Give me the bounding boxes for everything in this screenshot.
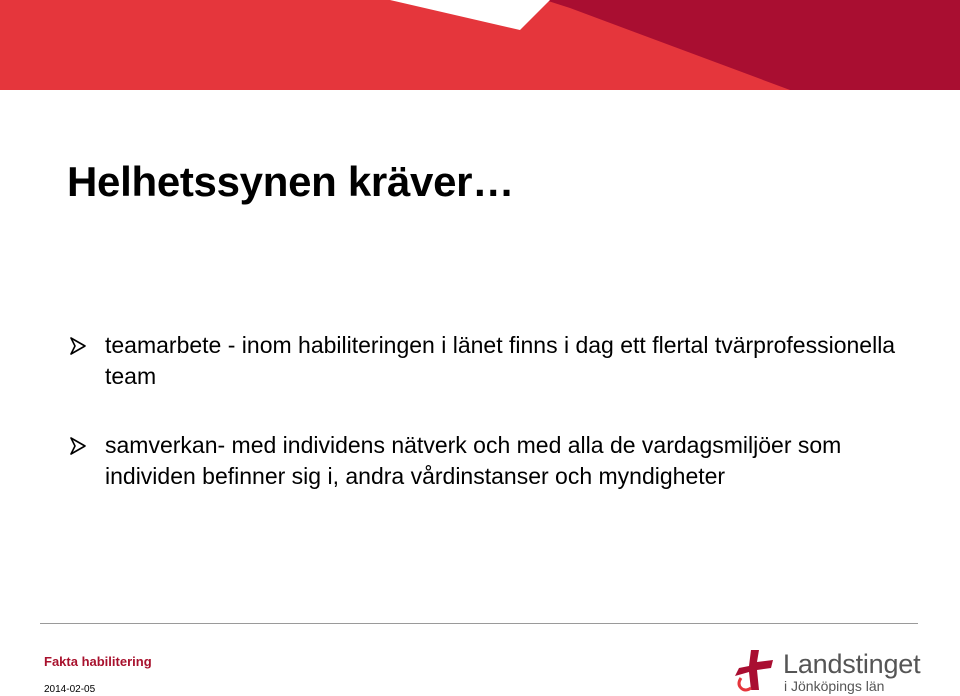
landstinget-cross-logo-icon: [733, 648, 777, 692]
footer-divider: [40, 623, 918, 624]
footer-title: Fakta habilitering: [44, 654, 152, 669]
bullet-text: samverkan- med individens nätverk och med alla de vardagsmiljöer som individen befinner sig i, andra vårdinstanser och myndigheter: [105, 432, 842, 489]
bullet-text: teamarbete - inom habiliteringen i länet finns i dag ett flertal tvärprofessionella team: [105, 332, 896, 389]
header-band: [0, 0, 960, 90]
logo-name: Landstinget: [783, 649, 921, 679]
logo-subtitle: i Jönköpings län: [784, 678, 885, 694]
organization-logo: [733, 648, 933, 694]
bullet-item: [67, 330, 927, 392]
arrowhead-bullet-icon: [69, 437, 87, 455]
footer-date: 2014-02-05: [44, 684, 96, 695]
slide-title: Helhetssynen kräver…: [67, 158, 514, 205]
bullet-list: [67, 330, 927, 530]
bullet-item: [67, 430, 927, 492]
arrowhead-bullet-icon: [69, 337, 87, 355]
